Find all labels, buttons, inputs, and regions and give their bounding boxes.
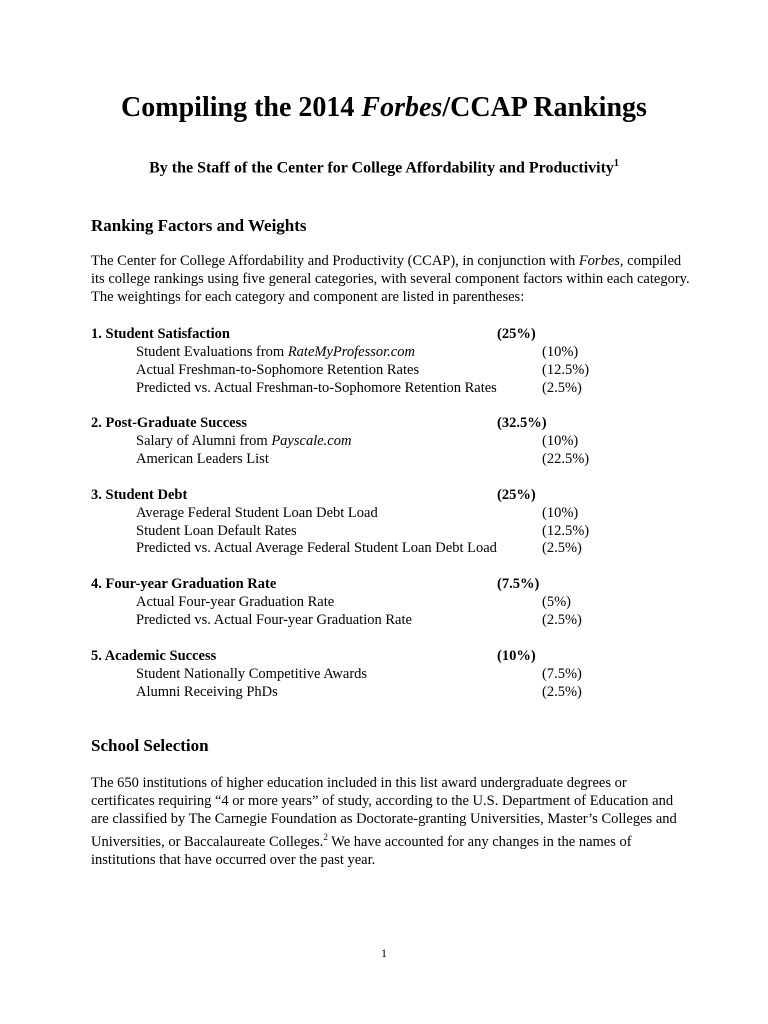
component-label: American Leaders List (136, 451, 269, 467)
category-weight: (7.5%) (497, 576, 540, 592)
component-label: Average Federal Student Loan Debt Load (136, 505, 378, 521)
category-label: 4. Four-year Graduation Rate (91, 576, 277, 592)
component-label: Actual Four-year Graduation Rate (136, 594, 335, 610)
component-weight: (7.5%) (542, 666, 582, 682)
component-weight: (5%) (542, 594, 571, 610)
section-heading-ranking-factors: Ranking Factors and Weights (91, 216, 307, 235)
component-weight: (2.5%) (542, 684, 582, 700)
component-label: Predicted vs. Actual Average Federal Student Loan Debt Load (136, 540, 497, 556)
component-weight: (2.5%) (542, 540, 582, 556)
school-selection-paragraph: The 650 institutions of higher education included in this list award undergraduate degrees or certificates requiring “4 or more years” of study, according to the U.S. Department of Education and are classified by The Carnegie Foundation as Doctorate-granting Universities, Master’s Colleges and Universities, or Baccalaureate Colleges.$^2$ We have accounted for any changes in the names of institutions that have occurred over the past year. (91, 775, 677, 868)
component-label: Alumni Receiving PhDs (136, 684, 278, 700)
intro-paragraph: The Center for College Affordability and Productivity (CCAP), in conjunction with Forbes, compiled its college rankings using five general categories, with several component factors within each category. The weightings for each category and component are listed in parentheses: (91, 253, 690, 305)
category-label: 3. Student Debt (91, 487, 188, 503)
component-label: Salary of Alumni from Payscale.com (136, 433, 352, 449)
component-label: Actual Freshman-to-Sophomore Retention Rates (136, 362, 420, 378)
component-weight: (10%) (542, 433, 579, 449)
component-weight: (22.5%) (542, 451, 590, 467)
footnote-marker: 2 (323, 832, 328, 842)
category-label: 1. Student Satisfaction (91, 326, 230, 342)
component-weight: (10%) (542, 344, 579, 360)
component-weight: (12.5%) (542, 523, 590, 539)
component-label: Student Nationally Competitive Awards (136, 666, 368, 682)
section-heading-school-selection: School Selection (91, 736, 209, 755)
component-weight: (2.5%) (542, 380, 582, 396)
category-weight: (25%) (497, 326, 536, 342)
component-weight: (10%) (542, 505, 579, 521)
byline: By the Staff of the Center for College Affordability and Productivity$^1$ (149, 158, 619, 177)
category-weight: (25%) (497, 487, 536, 503)
component-weight: (2.5%) (542, 612, 582, 628)
category-label: 2. Post-Graduate Success (91, 415, 247, 431)
page-title: Compiling the 2014 Forbes/CCAP Rankings (121, 92, 647, 123)
category-weight: (10%) (497, 648, 536, 664)
category-weight: (32.5%) (497, 415, 547, 431)
page-number: 1 (381, 946, 387, 960)
footnote-marker: 1 (613, 158, 619, 169)
component-weight: (12.5%) (542, 362, 590, 378)
component-label: Predicted vs. Actual Freshman-to-Sophomore Retention Rates (136, 380, 497, 396)
component-label: Predicted vs. Actual Four-year Graduation Rate (136, 612, 412, 628)
component-label: Student Loan Default Rates (136, 523, 297, 539)
category-label: 5. Academic Success (91, 648, 217, 664)
component-label: Student Evaluations from RateMyProfessor.com (136, 344, 415, 360)
